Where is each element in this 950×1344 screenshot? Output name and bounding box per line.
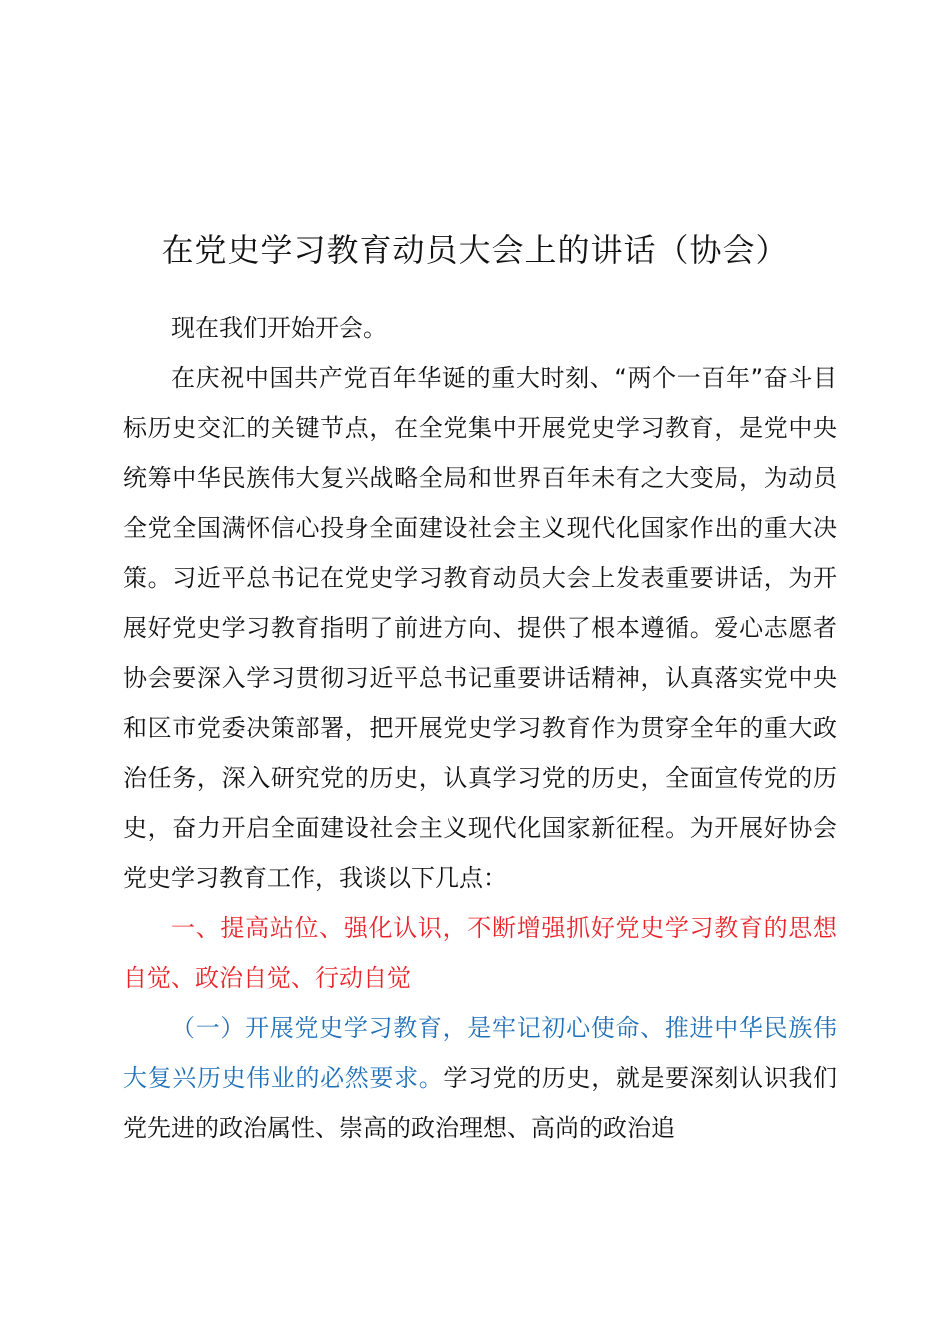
- intro-paragraph: 在庆祝中国共产党百年华诞的重大时刻、“两个一百年”奋斗目标历史交汇的关键节点，在全党集中开展党史学习教育，是党中央统筹中华民族伟大复兴战略全局和世界百年未有之大变局，为动员全党全国满怀信心投身全面建设社会主义现代化国家作出的重大决策。习近平总书记在党史学习教育动员大会上发表重要讲话，为开展好党史学习教育指明了前进方向、提供了根本遵循。爱心志愿者协会要深入学习贯彻习近平总书记重要讲话精神，认真落实党中央和区市党委决策部署，把开展党史学习教育作为贯穿全年的重大政治任务，深入研究党的历史，认真学习党的历史，全面宣传党的历史，奋力开启全面建设社会主义现代化国家新征程。为开展好协会党史学习教育工作，我谈以下几点：: [123, 364, 837, 892]
- opening-paragraph: 现在我们开始开会。: [171, 314, 387, 342]
- subsection-text-1: 学习党的历史，就是要深刻认识我们党先进的政治属性、崇高的政治理想、高尚的政治追: [123, 1064, 838, 1142]
- document-title: 在党史学习教育动员大会上的讲话（协会）: [161, 231, 789, 269]
- subsection-heading-1: （一）开展党史学习教育，是牢记初心使命、推进中华民族伟大复兴历史伟业的必然要求。: [123, 1014, 837, 1092]
- subsection-paragraph-1: [123, 1003, 837, 1153]
- document-body: [123, 303, 837, 1153]
- section-heading-1: 一、提高站位、强化认识，不断增强抓好党史学习教育的思想自觉、政治自觉、行动自觉: [123, 914, 837, 992]
